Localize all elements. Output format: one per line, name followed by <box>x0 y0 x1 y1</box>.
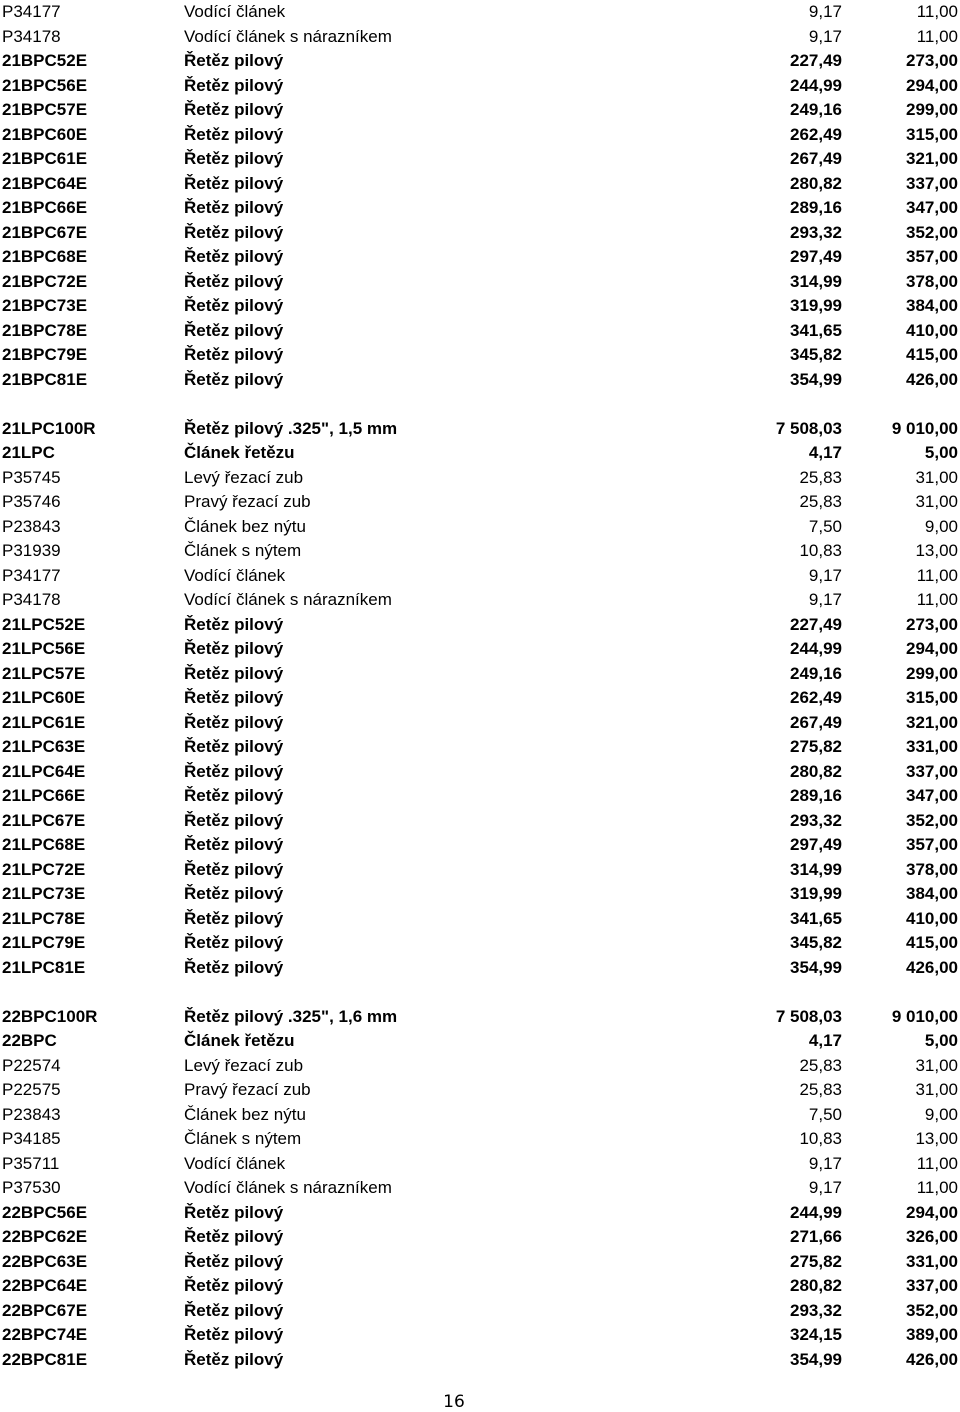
price-without-vat-cell: 289,16 <box>790 198 842 217</box>
price-without-vat-cell: 10,83 <box>799 1129 842 1148</box>
description-cell: Řetěz pilový <box>184 835 284 854</box>
price-without-vat-cell: 354,99 <box>790 369 842 389</box>
price-with-vat-cell: 11,00 <box>916 1178 958 1197</box>
description-cell: Řetěz pilový <box>184 957 284 977</box>
table-row <box>0 956 960 981</box>
section-spacer <box>0 392 960 417</box>
description-cell: Řetěz pilový <box>184 712 284 732</box>
description-cell: Řetěz pilový <box>184 345 284 364</box>
price-without-vat-cell: 297,49 <box>790 247 842 266</box>
price-without-vat-cell: 10,83 <box>799 541 842 560</box>
description-cell: Vodící článek s nárazníkem <box>184 26 392 46</box>
price-with-vat-cell: 352,00 <box>906 810 958 830</box>
description-cell: Řetěz pilový <box>184 198 284 217</box>
price-without-vat-cell: 249,16 <box>790 663 842 683</box>
part-code-cell: 21BPC61E <box>2 149 88 168</box>
table-row <box>0 319 960 344</box>
price-without-vat-cell: 289,16 <box>790 786 842 805</box>
price-with-vat-cell: 426,00 <box>906 957 958 977</box>
price-with-vat-cell: 347,00 <box>906 786 958 805</box>
part-code-cell: 21LPC67E <box>2 810 86 830</box>
description-cell: Řetěz pilový <box>184 100 284 119</box>
price-without-vat-cell: 297,49 <box>790 835 842 854</box>
description-cell: Článek bez nýtu <box>184 1104 306 1124</box>
price-with-vat-cell: 9,00 <box>924 1104 958 1124</box>
description-cell: Řetěz pilový .325", 1,5 mm <box>184 418 398 438</box>
price-without-vat-cell: 227,49 <box>790 51 842 70</box>
price-without-vat-cell: 25,83 <box>799 492 842 511</box>
price-without-vat-cell: 249,16 <box>790 100 842 119</box>
description-cell: Článek bez nýtu <box>184 516 306 536</box>
part-code-cell: 21BPC78E <box>2 320 88 340</box>
table-row <box>0 809 960 834</box>
price-without-vat-cell: 7 508,03 <box>775 1006 842 1026</box>
price-without-vat-cell: 262,49 <box>790 688 842 707</box>
description-cell: Článek řetězu <box>184 1031 295 1050</box>
table-row <box>0 833 960 858</box>
description-cell: Řetěz pilový <box>184 1349 284 1369</box>
price-without-vat-cell: 262,49 <box>790 124 842 144</box>
part-code-cell: 21BPC67E <box>2 222 88 242</box>
table-row <box>0 858 960 883</box>
description-cell: Řetěz pilový <box>184 1300 284 1320</box>
price-without-vat-cell: 9,17 <box>808 565 842 585</box>
description-cell: Řetěz pilový <box>184 786 284 805</box>
description-cell: Řetěz pilový <box>184 737 284 756</box>
part-code-cell: P37530 <box>2 1178 61 1197</box>
description-cell: Řetěz pilový <box>184 614 284 634</box>
description-cell: Řetěz pilový <box>184 810 284 830</box>
description-cell: Levý řezací zub <box>184 1055 304 1075</box>
price-with-vat-cell: 273,00 <box>906 51 958 70</box>
description-cell: Řetěz pilový <box>184 222 284 242</box>
table-row <box>0 417 960 442</box>
part-code-cell: 21LPC63E <box>2 737 86 756</box>
description-cell: Řetěz pilový <box>184 75 284 95</box>
description-cell: Vodící článek s nárazníkem <box>184 590 392 609</box>
part-code-cell: P34185 <box>2 1129 61 1148</box>
table-row <box>0 613 960 638</box>
price-with-vat-cell: 315,00 <box>906 124 958 144</box>
description-cell: Řetěz pilový <box>184 688 284 707</box>
price-with-vat-cell: 357,00 <box>906 835 958 854</box>
price-without-vat-cell: 345,82 <box>790 345 842 364</box>
price-without-vat-cell: 25,83 <box>799 1055 842 1075</box>
part-code-cell: 21BPC66E <box>2 198 88 217</box>
price-without-vat-cell: 341,65 <box>790 320 842 340</box>
price-with-vat-cell: 299,00 <box>906 663 958 683</box>
table-row <box>0 1323 960 1348</box>
table-row <box>0 1152 960 1177</box>
table-row <box>0 172 960 197</box>
table-row <box>0 784 960 809</box>
part-code-cell: 22BPC <box>2 1031 57 1050</box>
table-row <box>0 245 960 270</box>
price-with-vat-cell: 410,00 <box>906 320 958 340</box>
part-code-cell: 22BPC100R <box>2 1006 98 1026</box>
table-row <box>0 1250 960 1275</box>
price-with-vat-cell: 326,00 <box>906 1227 958 1246</box>
description-cell: Článek s nýtem <box>184 541 302 560</box>
part-code-cell: 21LPC60E <box>2 688 86 707</box>
table-row <box>0 74 960 99</box>
section-spacer <box>0 980 960 1005</box>
part-code-cell: 21BPC60E <box>2 124 88 144</box>
part-code-cell: 21BPC52E <box>2 51 88 70</box>
price-without-vat-cell: 9,17 <box>808 1153 842 1173</box>
price-with-vat-cell: 337,00 <box>906 1276 958 1295</box>
table-row <box>0 1078 960 1103</box>
table-row <box>0 1299 960 1324</box>
table-row <box>0 368 960 393</box>
price-with-vat-cell: 415,00 <box>906 345 958 364</box>
table-row <box>0 147 960 172</box>
price-with-vat-cell: 415,00 <box>906 933 958 952</box>
part-code-cell: P22574 <box>2 1055 61 1075</box>
description-cell: Řetěz pilový <box>184 761 284 781</box>
description-cell: Vodící článek <box>184 1153 286 1173</box>
part-code-cell: P23843 <box>2 516 61 536</box>
part-code-cell: P35711 <box>2 1153 60 1173</box>
table-row <box>0 711 960 736</box>
description-cell: Řetěz pilový <box>184 859 284 879</box>
table-row <box>0 466 960 491</box>
part-code-cell: P31939 <box>2 541 61 560</box>
description-cell: Řetěz pilový <box>184 124 284 144</box>
description-cell: Řetěz pilový <box>184 320 284 340</box>
table-row <box>0 1274 960 1299</box>
price-without-vat-cell: 280,82 <box>790 761 842 781</box>
price-without-vat-cell: 267,49 <box>790 712 842 732</box>
part-code-cell: 21BPC72E <box>2 271 88 291</box>
page-number: 16 <box>443 1392 465 1412</box>
price-without-vat-cell: 7,50 <box>808 516 842 536</box>
table-row <box>0 539 960 564</box>
price-without-vat-cell: 267,49 <box>790 149 842 168</box>
part-code-cell: 21LPC66E <box>2 786 86 805</box>
table-row <box>0 490 960 515</box>
part-code-cell: P34177 <box>2 2 61 21</box>
price-with-vat-cell: 331,00 <box>906 1251 958 1271</box>
description-cell: Řetěz pilový <box>184 296 284 315</box>
price-with-vat-cell: 337,00 <box>906 173 958 193</box>
part-code-cell: 21LPC81E <box>2 957 86 977</box>
description-cell: Článek řetězu <box>184 443 295 462</box>
part-code-cell: 21LPC78E <box>2 908 86 928</box>
table-row <box>0 588 960 613</box>
table-row <box>0 1201 960 1226</box>
part-code-cell: P34177 <box>2 565 61 585</box>
part-code-cell: 21BPC68E <box>2 247 88 266</box>
table-row <box>0 882 960 907</box>
price-without-vat-cell: 244,99 <box>790 75 842 95</box>
price-with-vat-cell: 321,00 <box>906 712 958 732</box>
price-without-vat-cell: 271,66 <box>790 1227 842 1246</box>
table-row <box>0 49 960 74</box>
price-without-vat-cell: 9,17 <box>808 2 842 21</box>
table-row <box>0 686 960 711</box>
price-with-vat-cell: 347,00 <box>906 198 958 217</box>
part-code-cell: P35746 <box>2 492 61 511</box>
part-code-cell: 22BPC62E <box>2 1227 88 1246</box>
description-cell: Řetěz pilový <box>184 1251 284 1271</box>
description-cell: Pravý řezací zub <box>184 492 311 511</box>
price-with-vat-cell: 331,00 <box>906 737 958 756</box>
description-cell: Vodící článek <box>184 565 286 585</box>
table-row <box>0 294 960 319</box>
price-with-vat-cell: 5,00 <box>924 1031 958 1050</box>
price-with-vat-cell: 294,00 <box>906 1202 958 1222</box>
price-without-vat-cell: 275,82 <box>790 1251 842 1271</box>
price-with-vat-cell: 378,00 <box>906 271 958 291</box>
part-code-cell: 22BPC56E <box>2 1202 88 1222</box>
description-cell: Řetěz pilový <box>184 271 284 291</box>
table-row <box>0 1103 960 1128</box>
part-code-cell: 22BPC81E <box>2 1349 88 1369</box>
price-without-vat-cell: 293,32 <box>790 1300 842 1320</box>
table-row <box>0 1005 960 1030</box>
price-without-vat-cell: 275,82 <box>790 737 842 756</box>
table-row <box>0 25 960 50</box>
description-cell: Řetěz pilový <box>184 663 284 683</box>
description-cell: Řetěz pilový <box>184 884 284 903</box>
price-with-vat-cell: 31,00 <box>915 1055 958 1075</box>
table-row <box>0 907 960 932</box>
description-cell: Řetěz pilový <box>184 149 284 168</box>
price-with-vat-cell: 352,00 <box>906 1300 958 1320</box>
part-code-cell: 21BPC56E <box>2 75 88 95</box>
part-code-cell: 21LPC61E <box>2 712 86 732</box>
price-with-vat-cell: 294,00 <box>906 639 958 658</box>
description-cell: Řetěz pilový .325", 1,6 mm <box>184 1006 398 1026</box>
part-code-cell: 22BPC64E <box>2 1276 88 1295</box>
price-with-vat-cell: 426,00 <box>906 369 958 389</box>
description-cell: Pravý řezací zub <box>184 1080 311 1099</box>
table-row <box>0 760 960 785</box>
table-row <box>0 0 960 25</box>
table-row <box>0 343 960 368</box>
price-with-vat-cell: 11,00 <box>916 590 958 609</box>
price-without-vat-cell: 345,82 <box>790 933 842 952</box>
price-without-vat-cell: 324,15 <box>790 1325 842 1344</box>
table-row <box>0 735 960 760</box>
part-code-cell: 22BPC67E <box>2 1300 88 1320</box>
part-code-cell: 21LPC57E <box>2 663 86 683</box>
price-without-vat-cell: 354,99 <box>790 1349 842 1369</box>
price-with-vat-cell: 5,00 <box>924 443 958 462</box>
price-with-vat-cell: 11,00 <box>916 2 958 21</box>
price-without-vat-cell: 314,99 <box>790 271 842 291</box>
part-code-cell: 21LPC72E <box>2 859 86 879</box>
table-row <box>0 441 960 466</box>
description-cell: Levý řezací zub <box>184 467 304 487</box>
price-with-vat-cell: 410,00 <box>906 908 958 928</box>
price-with-vat-cell: 357,00 <box>906 247 958 266</box>
description-cell: Řetěz pilový <box>184 639 284 658</box>
price-without-vat-cell: 9,17 <box>808 590 842 609</box>
price-with-vat-cell: 352,00 <box>906 222 958 242</box>
price-without-vat-cell: 354,99 <box>790 957 842 977</box>
part-code-cell: P23843 <box>2 1104 61 1124</box>
description-cell: Řetěz pilový <box>184 247 284 266</box>
price-without-vat-cell: 314,99 <box>790 859 842 879</box>
description-cell: Řetěz pilový <box>184 173 284 193</box>
table-row <box>0 1176 960 1201</box>
price-without-vat-cell: 244,99 <box>790 1202 842 1222</box>
description-cell: Řetěz pilový <box>184 1202 284 1222</box>
table-row <box>0 1225 960 1250</box>
description-cell: Řetěz pilový <box>184 369 284 389</box>
part-code-cell: 21LPC52E <box>2 614 86 634</box>
table-row <box>0 196 960 221</box>
description-cell: Řetěz pilový <box>184 908 284 928</box>
price-without-vat-cell: 7 508,03 <box>775 418 842 438</box>
price-with-vat-cell: 337,00 <box>906 761 958 781</box>
price-with-vat-cell: 273,00 <box>906 614 958 634</box>
part-code-cell: 21BPC73E <box>2 296 88 315</box>
part-code-cell: 21LPC73E <box>2 884 86 903</box>
table-row <box>0 515 960 540</box>
description-cell: Vodící článek s nárazníkem <box>184 1178 392 1197</box>
price-without-vat-cell: 244,99 <box>790 639 842 658</box>
price-with-vat-cell: 384,00 <box>906 296 958 315</box>
price-with-vat-cell: 31,00 <box>915 492 958 511</box>
table-row <box>0 931 960 956</box>
table-row <box>0 1054 960 1079</box>
part-code-cell: 21LPC68E <box>2 835 86 854</box>
part-code-cell: P22575 <box>2 1080 61 1099</box>
price-with-vat-cell: 31,00 <box>915 467 958 487</box>
part-code-cell: P35745 <box>2 467 61 487</box>
price-with-vat-cell: 384,00 <box>906 884 958 903</box>
part-code-cell: 21BPC79E <box>2 345 88 364</box>
description-cell: Řetěz pilový <box>184 1276 284 1295</box>
price-without-vat-cell: 280,82 <box>790 1276 842 1295</box>
price-with-vat-cell: 315,00 <box>906 688 958 707</box>
price-without-vat-cell: 341,65 <box>790 908 842 928</box>
price-with-vat-cell: 31,00 <box>915 1080 958 1099</box>
price-without-vat-cell: 4,17 <box>808 1031 842 1050</box>
part-code-cell: P34178 <box>2 26 61 46</box>
part-code-cell: 21BPC57E <box>2 100 88 119</box>
price-with-vat-cell: 13,00 <box>915 1129 958 1148</box>
price-without-vat-cell: 293,32 <box>790 810 842 830</box>
table-row <box>0 564 960 589</box>
part-code-cell: 21LPC64E <box>2 761 86 781</box>
price-with-vat-cell: 321,00 <box>906 149 958 168</box>
description-cell: Řetěz pilový <box>184 1325 284 1344</box>
price-without-vat-cell: 280,82 <box>790 173 842 193</box>
price-without-vat-cell: 9,17 <box>808 26 842 46</box>
table-row <box>0 1029 960 1054</box>
price-with-vat-cell: 11,00 <box>916 1153 958 1173</box>
price-with-vat-cell: 9 010,00 <box>891 1006 958 1026</box>
price-without-vat-cell: 227,49 <box>790 614 842 634</box>
table-row <box>0 662 960 687</box>
description-cell: Řetěz pilový <box>184 51 284 70</box>
description-cell: Článek s nýtem <box>184 1129 302 1148</box>
part-code-cell: 21LPC56E <box>2 639 86 658</box>
table-row <box>0 221 960 246</box>
table-row <box>0 1348 960 1373</box>
price-with-vat-cell: 9,00 <box>924 516 958 536</box>
part-code-cell: 21LPC100R <box>2 418 96 438</box>
table-row <box>0 270 960 295</box>
description-cell: Řetěz pilový <box>184 1227 284 1246</box>
price-without-vat-cell: 4,17 <box>808 443 842 462</box>
part-code-cell: 22BPC74E <box>2 1325 88 1344</box>
part-code-cell: 22BPC63E <box>2 1251 88 1271</box>
price-with-vat-cell: 11,00 <box>916 26 958 46</box>
table-row <box>0 98 960 123</box>
table-row <box>0 1127 960 1152</box>
price-without-vat-cell: 9,17 <box>808 1178 842 1197</box>
part-code-cell: 21BPC64E <box>2 173 88 193</box>
price-without-vat-cell: 319,99 <box>790 296 842 315</box>
part-code-cell: 21LPC <box>2 443 55 462</box>
price-without-vat-cell: 7,50 <box>808 1104 842 1124</box>
description-cell: Řetěz pilový <box>184 933 284 952</box>
part-code-cell: P34178 <box>2 590 61 609</box>
price-without-vat-cell: 293,32 <box>790 222 842 242</box>
part-code-cell: 21LPC79E <box>2 933 86 952</box>
price-with-vat-cell: 13,00 <box>915 541 958 560</box>
table-row <box>0 637 960 662</box>
price-with-vat-cell: 378,00 <box>906 859 958 879</box>
price-with-vat-cell: 389,00 <box>906 1325 958 1344</box>
description-cell: Vodící článek <box>184 2 286 21</box>
price-with-vat-cell: 9 010,00 <box>891 418 958 438</box>
price-without-vat-cell: 319,99 <box>790 884 842 903</box>
part-code-cell: 21BPC81E <box>2 369 88 389</box>
price-with-vat-cell: 294,00 <box>906 75 958 95</box>
price-without-vat-cell: 25,83 <box>799 467 842 487</box>
price-without-vat-cell: 25,83 <box>799 1080 842 1099</box>
price-with-vat-cell: 299,00 <box>906 100 958 119</box>
price-with-vat-cell: 11,00 <box>916 565 958 585</box>
price-with-vat-cell: 426,00 <box>906 1349 958 1369</box>
table-row <box>0 123 960 148</box>
